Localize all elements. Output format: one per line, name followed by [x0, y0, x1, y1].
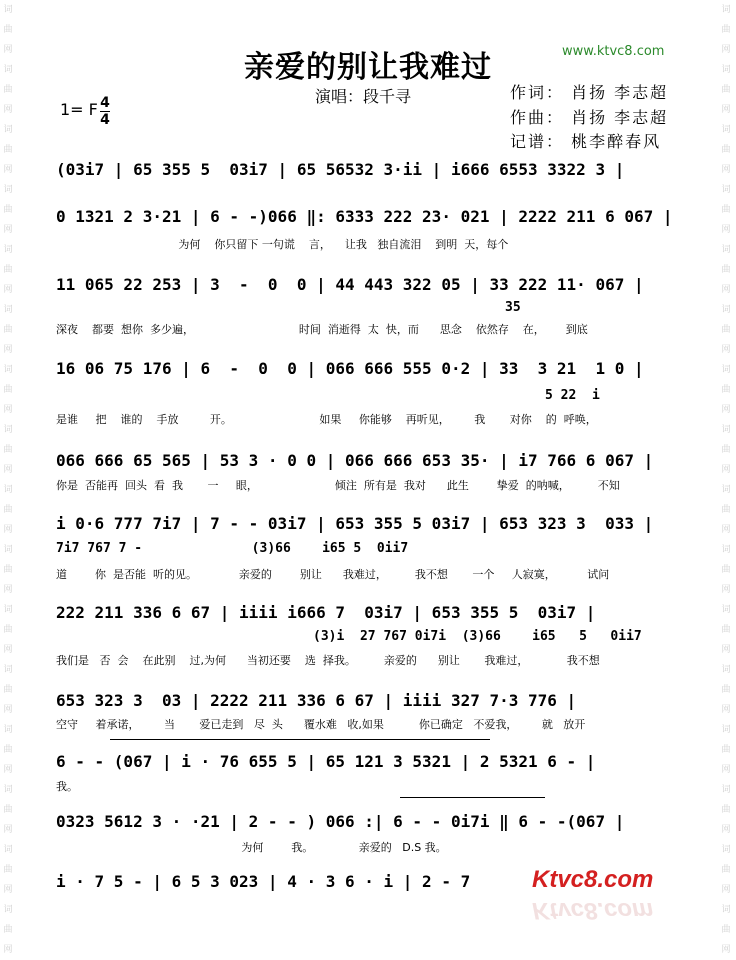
watermark-char: 词 [3, 185, 13, 195]
watermark-char: 曲 [3, 745, 13, 755]
watermark-char: 词 [3, 245, 13, 255]
watermark-char: 曲 [721, 925, 731, 935]
watermark-char: 网 [3, 225, 13, 235]
watermark-char: 词 [3, 905, 13, 915]
watermark-char: 曲 [3, 505, 13, 515]
song-title: 亲爱的别让我难过 [244, 50, 492, 85]
notation-row-1: (03i7 | 65 355 5 03i7 | 65 56532 3·ii | i666 6553 3322 3 | [56, 160, 625, 179]
watermark-char: 曲 [3, 85, 13, 95]
watermark-char: 网 [721, 525, 731, 535]
watermark-char: 曲 [3, 145, 13, 155]
lyric-row-4: 是谁 把 谁的 手放 开。 如果 你能够 再听见， 我 对你 的 呼唤， [56, 413, 597, 426]
watermark-char: 词 [3, 845, 13, 855]
watermark-right [720, 0, 732, 959]
watermark-char: 曲 [721, 625, 731, 635]
watermark-char: 曲 [3, 625, 13, 635]
watermark-char: 词 [3, 5, 13, 15]
watermark-char: 词 [721, 365, 731, 375]
watermark-char: 词 [721, 185, 731, 195]
watermark-char: 网 [3, 705, 13, 715]
time-signature [100, 96, 110, 127]
logo-text: Ktvc8.com [532, 866, 654, 893]
lyric-row-6: 道 你 是否能 听的见。 亲爱的 别让 我难过， 我不想 一个 人寂寞， 试问 [56, 568, 610, 581]
watermark-char: 网 [3, 645, 13, 655]
watermark-char: 曲 [721, 325, 731, 335]
watermark-char: 网 [721, 765, 731, 775]
watermark-char: 网 [3, 525, 13, 535]
watermark-char: 词 [721, 845, 731, 855]
watermark-char: 曲 [721, 265, 731, 275]
watermark-char: 词 [721, 425, 731, 435]
watermark-char: 网 [721, 945, 731, 955]
notation-row-2: 0 1321 2 3·21 | 6 - -)066 ‖: 6333 222 23· 021 | 2222 211 6 067 | [56, 207, 672, 226]
watermark-char: 网 [721, 585, 731, 595]
watermark-char: 网 [721, 825, 731, 835]
lyric-row-7: 我们是 否 会 在此别 过,为何 当初还要 选 择我。 亲爱的 别让 我难过， 我不想 [56, 654, 600, 667]
watermark-char: 词 [721, 5, 731, 15]
watermark-char: 曲 [3, 805, 13, 815]
watermark-char: 词 [3, 365, 13, 375]
watermark-char: 网 [721, 345, 731, 355]
watermark-char: 网 [3, 585, 13, 595]
watermark-char: 曲 [721, 685, 731, 695]
watermark-char: 曲 [3, 325, 13, 335]
notation-row-7: 222 211 336 6 67 | iiii i666 7 03i7 | 653 355 5 03i7 | [56, 603, 596, 622]
time-signature-top: 4 [100, 95, 110, 111]
notation-row-3: 11 065 22 253 | 3 - 0 0 | 44 443 322 05 | 33 222 11· 067 | [56, 275, 644, 294]
watermark-char: 网 [721, 645, 731, 655]
watermark-char: 曲 [721, 805, 731, 815]
watermark-char: 词 [3, 545, 13, 555]
volta-bracket-1 [110, 739, 490, 740]
watermark-char: 词 [721, 785, 731, 795]
watermark-char: 词 [721, 65, 731, 75]
lyric-row-3: 深夜 都要 想你 多少遍， 时间 消逝得 太 快，而 思念 依然存 在， 到底 [56, 323, 588, 336]
watermark-char: 词 [3, 305, 13, 315]
watermark-char: 网 [721, 885, 731, 895]
watermark-char: 曲 [3, 385, 13, 395]
watermark-char: 网 [3, 405, 13, 415]
watermark-left [2, 0, 14, 959]
watermark-char: 网 [721, 45, 731, 55]
watermark-char: 词 [721, 545, 731, 555]
watermark-char: 网 [721, 105, 731, 115]
watermark-char: 网 [3, 165, 13, 175]
ktvc8-logo [532, 866, 682, 896]
lyric-row-8: 空守 着承诺， 当 爱已走到 尽 头 覆水难 收,如果 你已确定 不爱我， 就 放开 [56, 718, 586, 731]
watermark-char: 网 [3, 345, 13, 355]
watermark-char: 曲 [721, 85, 731, 95]
watermark-char: 曲 [3, 565, 13, 575]
time-signature-bottom: 4 [100, 112, 110, 128]
watermark-char: 词 [721, 485, 731, 495]
watermark-char: 网 [3, 105, 13, 115]
lyric-row-10: 为何 我。 亲爱的 D.S 我。 [56, 841, 447, 854]
lyric-row-5: 你是 否能再 回头 看 我 一 眼， 倾注 所有是 我对 此生 挚爱 的呐喊， 不知 [56, 479, 620, 492]
watermark-char: 曲 [721, 565, 731, 575]
lyricist-credit: 作词： 肖扬 李志超 [510, 83, 669, 102]
transcriber-credit: 记谱： 桃李醉春风 [510, 132, 662, 151]
notation-row-8: 653 323 3 03 | 2222 211 336 6 67 | iiii 327 7·3 776 | [56, 691, 577, 710]
watermark-char: 网 [721, 225, 731, 235]
sub-notation-row-7: (3)i 27 767 0i7i (3)66 i65 5 0ii7 [313, 629, 642, 644]
watermark-char: 词 [3, 425, 13, 435]
watermark-char: 曲 [721, 745, 731, 755]
watermark-char: 词 [3, 125, 13, 135]
notation-row-10: 0323 5612 3 · ·21 | 2 - - ) 066 :| 6 - - 0i7i ‖ 6 - -(067 | [56, 812, 625, 831]
watermark-char: 网 [3, 825, 13, 835]
singer-credit: 演唱：段千寻 [315, 87, 412, 106]
composer-credit: 作曲： 肖扬 李志超 [510, 108, 669, 127]
watermark-char: 曲 [3, 205, 13, 215]
watermark-char: 网 [3, 945, 13, 955]
watermark-char: 网 [3, 285, 13, 295]
watermark-char: 网 [721, 285, 731, 295]
watermark-char: 曲 [721, 505, 731, 515]
watermark-char: 曲 [721, 385, 731, 395]
watermark-char: 词 [3, 785, 13, 795]
lyric-row-2: 为何 你只留下 一句谎 言， 让我 独自流泪 到明 天，每个 [56, 238, 509, 251]
notation-row-5: 066 666 65 565 | 53 3 · 0 0 | 066 666 653 35· | i7 766 6 067 | [56, 451, 654, 470]
watermark-char: 词 [721, 245, 731, 255]
watermark-char: 词 [3, 605, 13, 615]
watermark-char: 曲 [3, 685, 13, 695]
watermark-char: 词 [3, 65, 13, 75]
key-signature: 1= F [60, 100, 98, 119]
watermark-char: 词 [721, 605, 731, 615]
watermark-char: 曲 [3, 925, 13, 935]
watermark-char: 曲 [721, 145, 731, 155]
volta-bracket-2 [400, 797, 545, 798]
lyric-row-9: 我。 [56, 780, 78, 793]
watermark-char: 曲 [3, 25, 13, 35]
notation-row-11: i · 7 5 - | 6 5 3 023 | 4 · 3 6 · i | 2 - 7 [56, 872, 471, 891]
logo-reflection: Ktvc8.com [532, 897, 654, 924]
site-url[interactable]: www.ktvc8.com [562, 44, 665, 59]
watermark-char: 网 [3, 765, 13, 775]
watermark-char: 词 [721, 305, 731, 315]
watermark-char: 网 [721, 405, 731, 415]
watermark-char: 曲 [3, 265, 13, 275]
watermark-char: 网 [721, 465, 731, 475]
sub-notation-row-4: 5 22 i [545, 388, 600, 403]
watermark-char: 曲 [3, 865, 13, 875]
notation-row-6: i 0·6 777 7i7 | 7 - - 03i7 | 653 355 5 03i7 | 653 323 3 033 | [56, 514, 654, 533]
watermark-char: 词 [3, 725, 13, 735]
watermark-char: 曲 [721, 205, 731, 215]
watermark-char: 网 [3, 45, 13, 55]
watermark-char: 曲 [721, 25, 731, 35]
watermark-char: 词 [721, 665, 731, 675]
watermark-char: 网 [3, 465, 13, 475]
watermark-char: 词 [721, 905, 731, 915]
watermark-char: 曲 [721, 445, 731, 455]
sub-notation-row-3: 35 [505, 300, 521, 315]
watermark-char: 曲 [3, 445, 13, 455]
watermark-char: 网 [3, 885, 13, 895]
sub-notation-row-6: 7i7 767 7 - (3)66 i65 5 0ii7 [56, 541, 409, 556]
watermark-char: 网 [721, 165, 731, 175]
notation-row-9: 6 - - (067 | i · 76 655 5 | 65 121 3 5321 | 2 5321 6 - | [56, 752, 596, 771]
watermark-char: 词 [721, 125, 731, 135]
notation-row-4: 16 06 75 176 | 6 - 0 0 | 066 666 555 0·2 | 33 3 21 1 0 | [56, 359, 644, 378]
watermark-char: 网 [721, 705, 731, 715]
watermark-char: 词 [3, 485, 13, 495]
watermark-char: 词 [3, 665, 13, 675]
watermark-char: 曲 [721, 865, 731, 875]
watermark-char: 词 [721, 725, 731, 735]
